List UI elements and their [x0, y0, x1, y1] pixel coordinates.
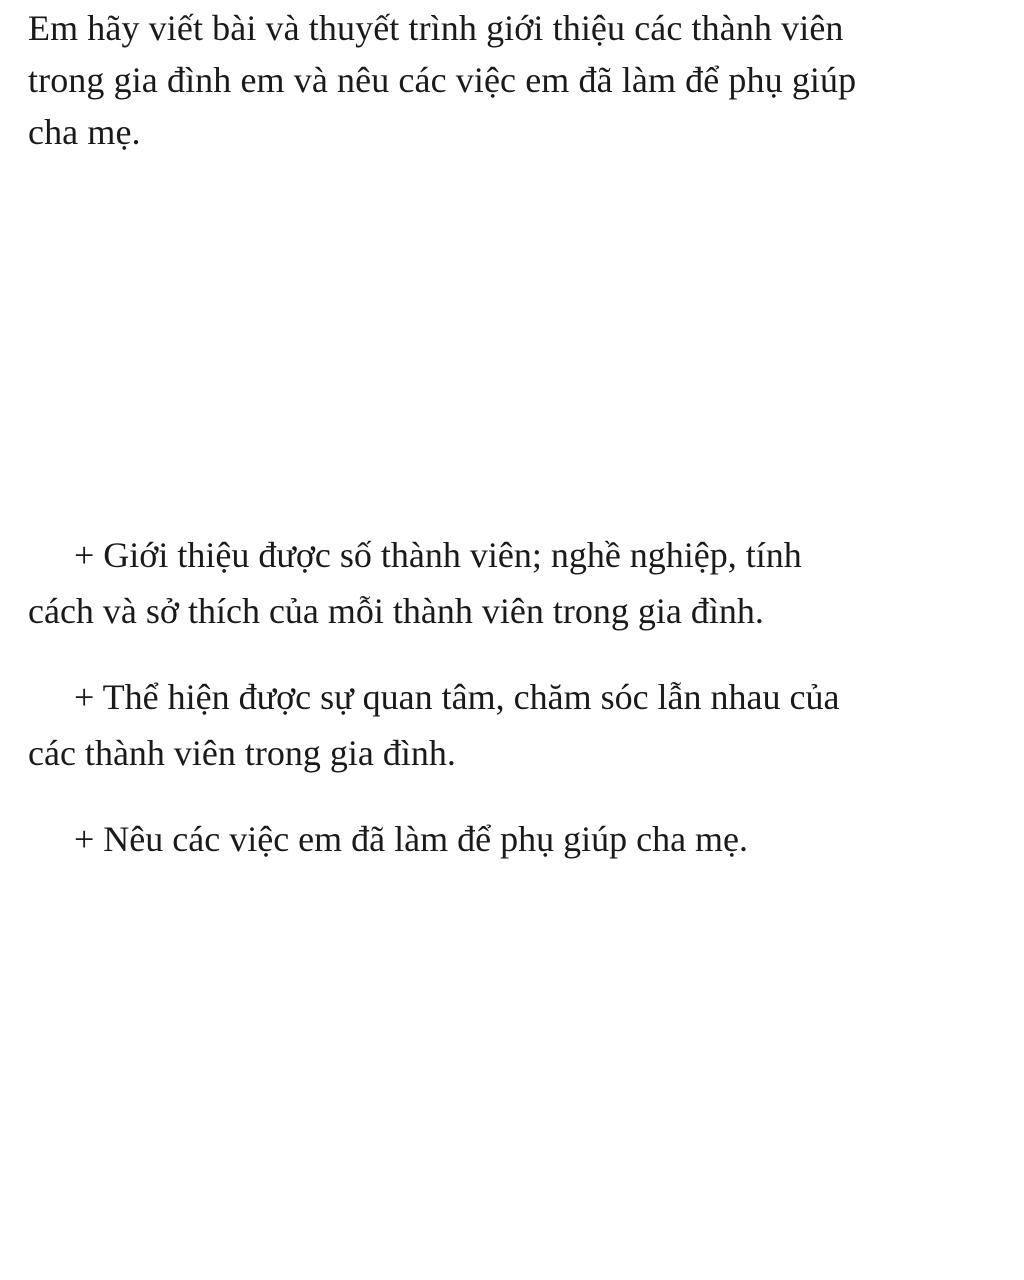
- assignment-prompt: [28, 2, 928, 158]
- requirement-line: + Giới thiệu được số thành viên; nghề nghiệp, tính: [74, 535, 802, 575]
- requirements-list: [28, 527, 928, 897]
- requirement-line: + Thể hiện được sự quan tâm, chăm sóc lẫn nhau của: [74, 677, 840, 717]
- requirement-item: [28, 669, 928, 781]
- prompt-line: trong gia đình em và nêu các việc em đã làm để phụ giúp: [28, 60, 857, 100]
- requirement-line: + Nêu các việc em đã làm để phụ giúp cha mẹ.: [74, 819, 749, 859]
- requirement-line: cách và sở thích của mỗi thành viên trong gia đình.: [28, 591, 764, 631]
- requirement-item: [28, 811, 928, 867]
- requirement-line: các thành viên trong gia đình.: [28, 733, 456, 773]
- prompt-line: Em hãy viết bài và thuyết trình giới thiệu các thành viên: [28, 8, 844, 48]
- requirement-item: [28, 527, 928, 639]
- prompt-line: cha mẹ.: [28, 112, 141, 152]
